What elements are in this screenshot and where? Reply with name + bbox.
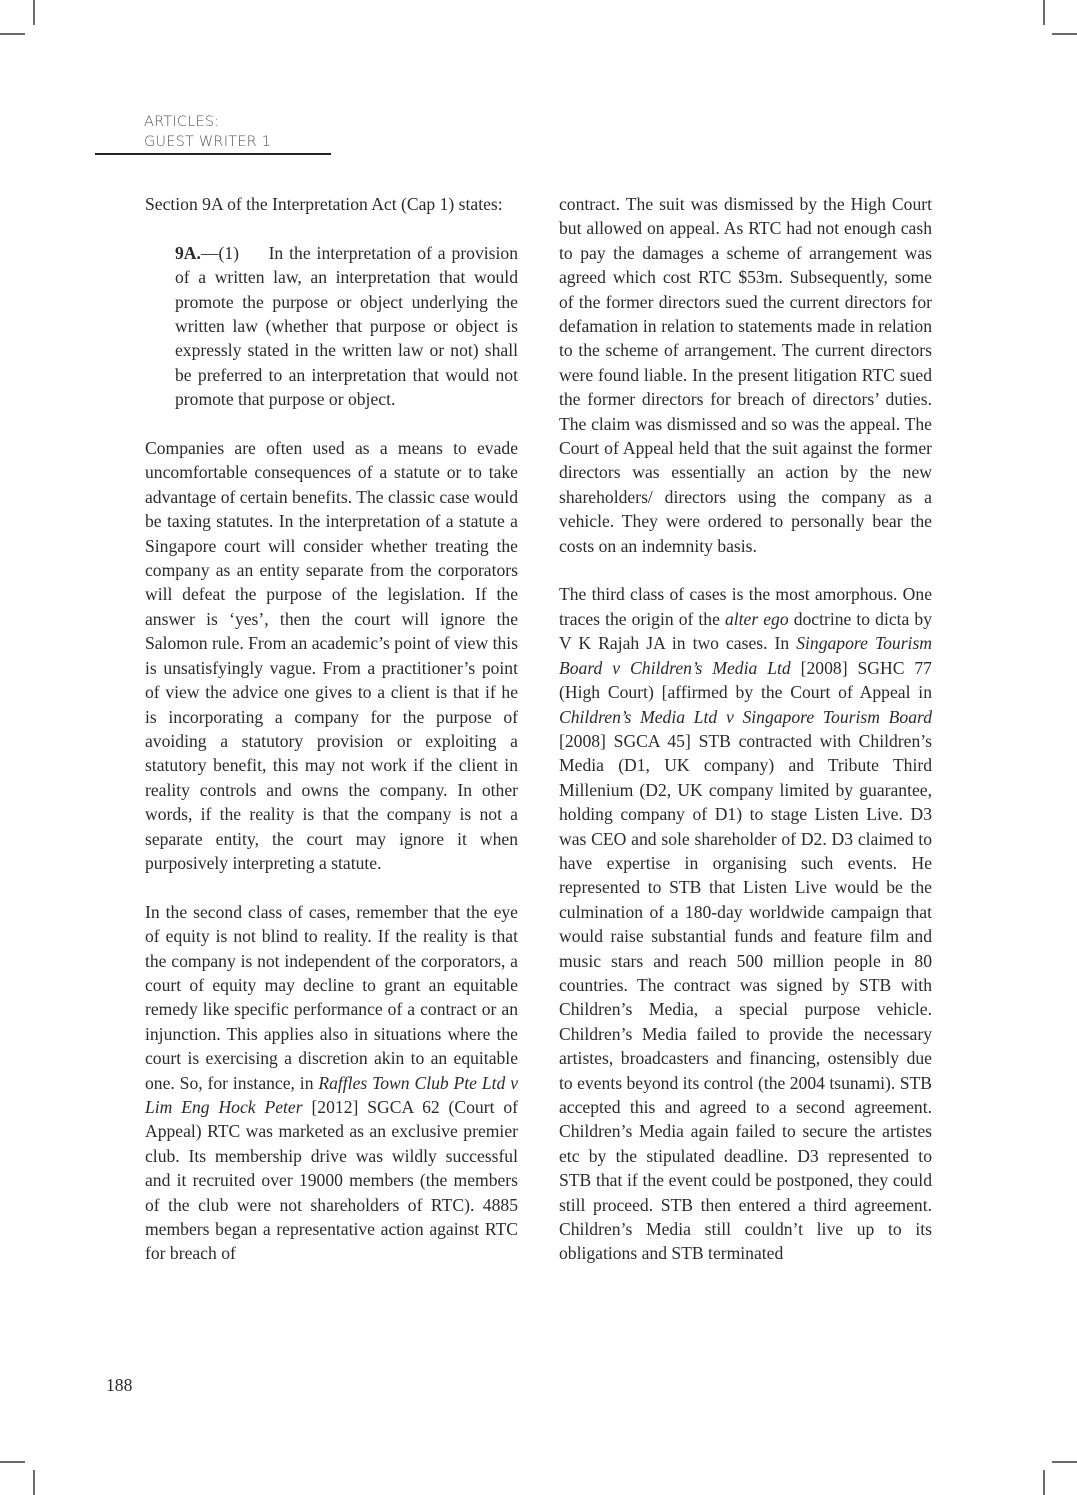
body-paragraph: contract. The suit was dismissed by the High Court but allowed on appeal. As RTC had not enough cash to pay the damages a scheme of arrangement was agreed which cost RTC $53m. Subsequently, some of the former directors sued the current directors for defamation in relation to statements made in relation to the scheme of arrangement. The current directors were found liable. In the present litigation RTC sued the former directors for breach of directors’ duties. The claim was dismissed and so was the appeal. The Court of Appeal held that the suit against the former directors was essentially an action by the new shareholders/ directors using the company as a vehicle. They were ordered to personally bear the costs on an indemnity basis.	[559, 194, 932, 556]
crop-mark-top-left-vertical	[33, 0, 35, 25]
crop-mark-top-right-vertical	[1043, 0, 1045, 25]
crop-mark-bottom-right-horizontal	[1052, 1461, 1077, 1463]
body-paragraph: Companies are often used as a means to evade uncomfortable consequences of a statute or to take advantage of certain benefits. The classic case would be taxing statutes. In the interpretation of a statute a Singapore court will consider whether treating the company as an entity separate from the corporators will defeat the purpose of the legislation. If the answer is ‘yes’, then the court will ignore the Salomon rule. From an academic’s point of view this is unsatisfyingly vague. From a practitioner’s point of view the advice one gives to a client is that if he is incorporating a company for the purpose of avoiding a statutory provision or exploiting a statutory benefit, this may not work if the client in reality controls and owns the company. In other words, if the reality is that the company is not a separate entity, the court may ignore it when purposively interpreting a statute.	[145, 438, 518, 873]
running-head-section: ARTICLES:	[144, 114, 220, 130]
crop-mark-top-left-horizontal	[0, 33, 25, 35]
left-column	[145, 192, 518, 1266]
crop-mark-bottom-left-horizontal	[0, 1461, 25, 1463]
quote-section-number: 9A.	[175, 242, 201, 263]
case-citation: Children’s Media Ltd v Singapore Tourism Board	[559, 706, 932, 727]
doctrine-term: alter ego	[724, 608, 789, 629]
running-head-subsection: GUEST WRITER 1	[144, 134, 272, 150]
body-paragraph: The third class of cases is the most amorphous. One traces the origin of the alter ego doctrine to dicta by V K Rajah JA in two cases. In Singapore Tourism Board v Children’s Media Ltd [2008] SGHC 77 (High Court) [affirmed by the Court of Appeal in Children’s Media Ltd v Singapore Tourism Board [2008] SGCA 45] STB contracted with Children’s Media (D1, UK company) and Tribute Third Millenium (D2, UK company limited by guarantee, holding company of D1) to stage Listen Live. D3 was CEO and sole shareholder of D2. D3 claimed to have expertise in organising such events. He represented to STB that Listen Live would be the culmination of a 180-day worldwide campaign that would raise substantial funds and feature film and music stars and reach 500 million people in 80 countries. The contract was signed by STB with Children’s Media, a special purpose vehicle. Children’s Media failed to provide the necessary artistes, broadcasters and financing, ostensibly due to events beyond its control (the 2004 tsunami). STB accepted this and agreed to a second agreement. Children’s Media again failed to secure the artistes etc by the stipulated deadline. D3 represented to STB that if the event could be postponed, they could still proceed. STB then entered a third agreement. Children’s Media still couldn’t live up to its obligations and STB terminated	[559, 584, 932, 1264]
intro-paragraph: Section 9A of the Interpretation Act (Cap 1) states:	[145, 194, 503, 214]
crop-mark-bottom-right-vertical	[1043, 1470, 1045, 1495]
statute-quote	[175, 241, 518, 412]
right-column	[559, 192, 932, 1266]
crop-mark-bottom-left-vertical	[33, 1470, 35, 1495]
case-citation: Singapore Tourism Board v Children’s Media Ltd	[559, 633, 932, 678]
quote-subsection: —(1)	[200, 242, 240, 263]
running-head	[144, 112, 271, 152]
case-citation: Raffles Town Club Pte Ltd v Lim Eng Hock Peter	[145, 1072, 518, 1117]
crop-mark-top-right-horizontal	[1052, 33, 1077, 35]
body-paragraph: In the second class of cases, remember that the eye of equity is not blind to reality. If the reality is that the company is not independent of the corporators, a court of equity may decline to grant an equitable remedy like specific performance of a contract or an injunction. This applies also in situations where the court is exercising a discretion akin to an equitable one. So, for instance, in Raffles Town Club Pte Ltd v Lim Eng Hock Peter [2012] SGCA 62 (Court of Appeal) RTC was marketed as an exclusive premier club. Its membership drive was wildly successful and it recruited over 19000 members (the members of the club were not shareholders of RTC). 4885 members began a representative action against RTC for breach of	[145, 901, 519, 1264]
page-number: 188	[106, 1375, 133, 1395]
quote-text: In the interpretation of a provision of a written law, an interpretation that would promote the purpose or object underlying the written law (whether that purpose or object is expressly stated in the written law or not) shall be preferred to an interpretation that would not promote that purpose or object.	[175, 242, 518, 410]
header-rule	[95, 153, 331, 155]
